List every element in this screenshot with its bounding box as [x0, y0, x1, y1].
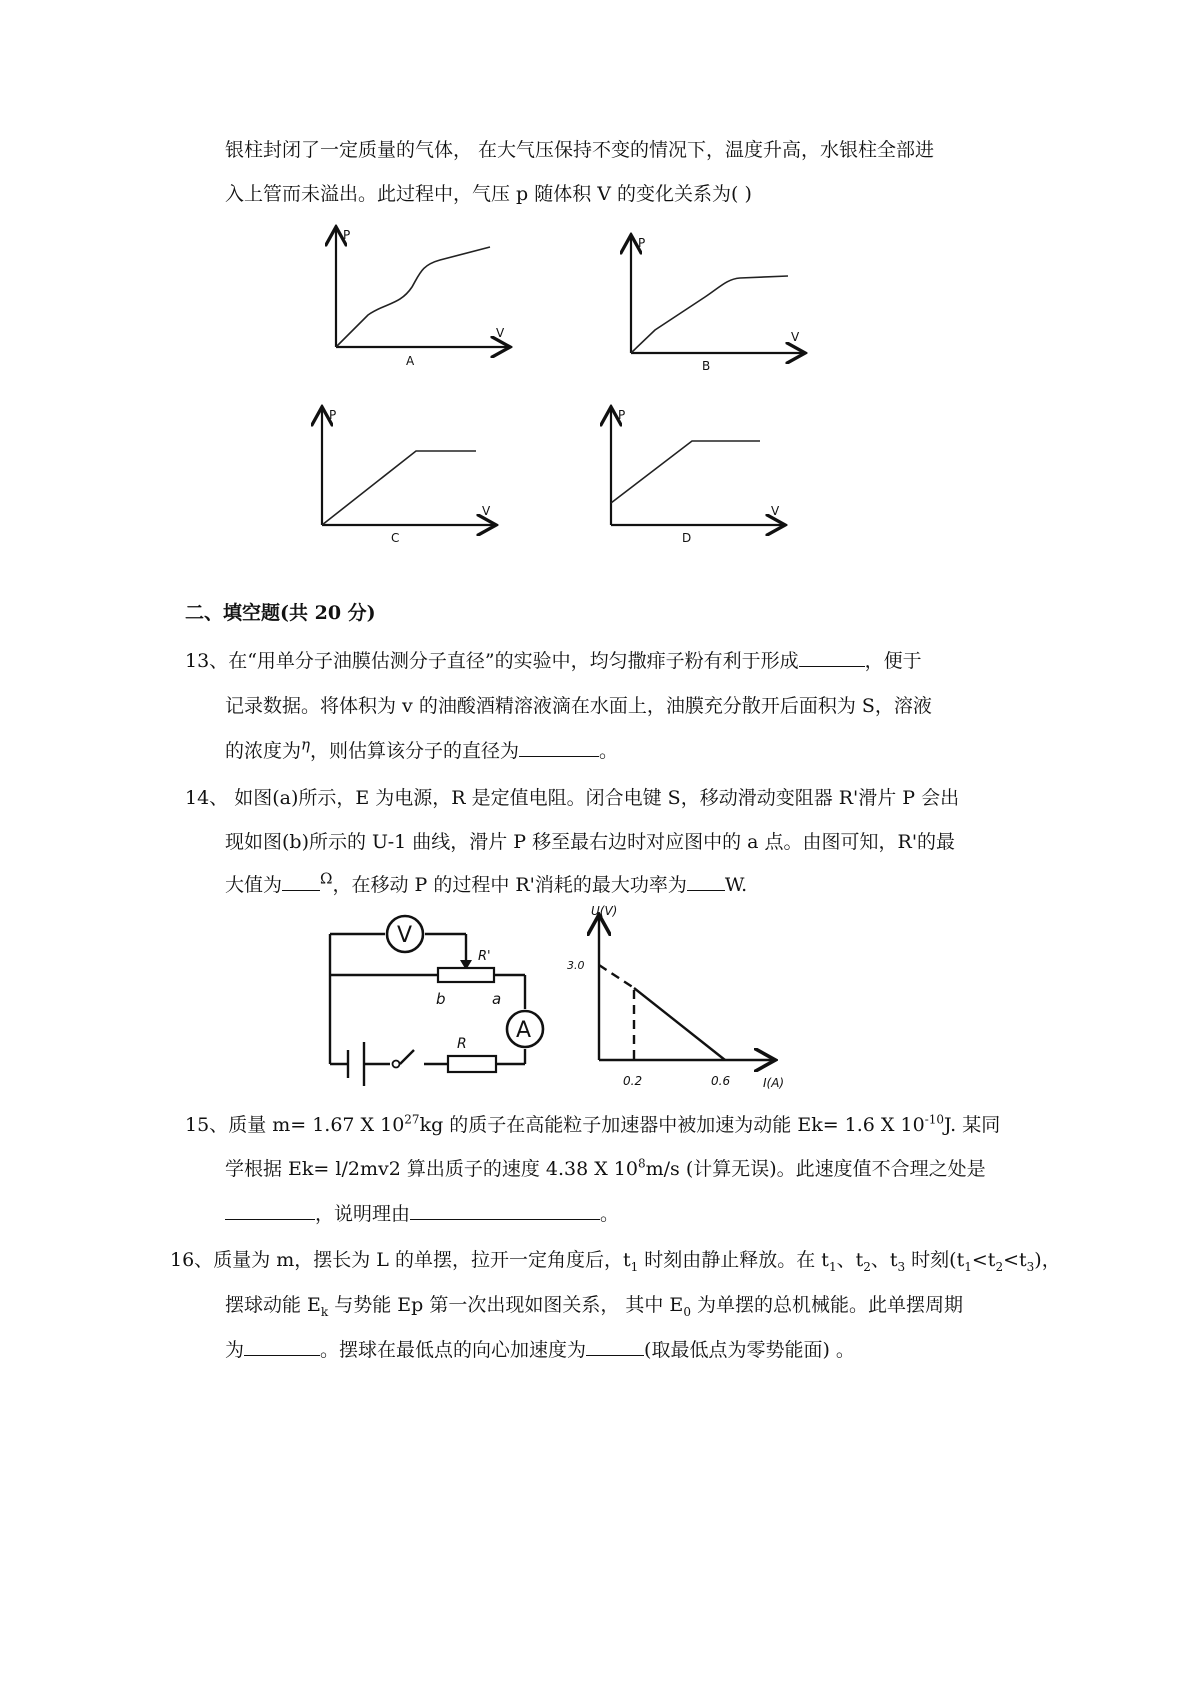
q16-sub-2a: 2 [863, 1259, 871, 1274]
rheostat-icon [438, 968, 494, 982]
q16-t2b: 与势能 Ep 第一次出现如图关系， 其中 E [328, 1294, 684, 1316]
graph-c-x-label: V [482, 504, 491, 518]
graph-d-caption: D [682, 531, 692, 545]
q15-exp-1: 27 [404, 1112, 420, 1127]
q14-number: 14、 [185, 787, 229, 809]
q14-line1 [185, 785, 959, 811]
graph-b-x-label: V [791, 330, 800, 344]
resistor-label: R [457, 1036, 467, 1052]
q16-t1e: 时刻(t [905, 1249, 965, 1271]
circuit-diagram [320, 912, 560, 1092]
q16-t3c: (取最低点为零势能面) 。 [644, 1339, 855, 1361]
graph-d-x-label: V [771, 504, 780, 518]
q16-sub-1c: 1 [964, 1259, 972, 1274]
q14-blank-2[interactable] [687, 872, 725, 891]
q14-text-3c: W. [724, 874, 748, 896]
ui-graph-y-label: U(V) [591, 904, 618, 918]
q16-sub-0: 0 [683, 1304, 691, 1319]
graph-c-y-label: P [329, 408, 337, 422]
ui-graph-y-tick: 3.0 [567, 959, 585, 972]
q16-t1c: 、t [836, 1249, 864, 1271]
q12-line2: 入上管而未溢出。此过程中，气压 p 随体积 V 的变化关系为( ) [225, 183, 752, 205]
q13-text-3c: 。 [599, 740, 619, 762]
q16-sub-3b: 3 [1026, 1259, 1035, 1274]
q15-text-2a: 学根据 Ek= l/2mv2 算出质子的速度 4.38 X 10 [225, 1158, 638, 1180]
q13-text-3a: 的浓度为 [225, 740, 302, 762]
q15-text-1a: 质量 m= 1.67 X 10 [228, 1114, 405, 1136]
section-title: 二、填空题(共 20 分) [185, 602, 376, 624]
q16-t1g: <t [1003, 1249, 1027, 1271]
graph-a-curve [336, 247, 490, 347]
q16-t3b: 。摆球在最低点的向心加速度为 [320, 1339, 587, 1361]
ui-graph-x-tick-1: 0.2 [623, 1074, 643, 1088]
eta-symbol: η [301, 735, 311, 754]
graph-b-curve [631, 276, 788, 353]
graph-b-y-label: P [638, 236, 646, 250]
q16-t2c: 为单摆的总机械能。此单摆周期 [690, 1294, 963, 1316]
ammeter-label: A [516, 1018, 532, 1043]
q16-sub-2b: 2 [995, 1259, 1004, 1274]
switch-icon [393, 1061, 400, 1068]
q13-line2: 记录数据。将体积为 v 的油酸酒精溶液滴在水面上，油膜充分散开后面积为 S，溶液 [225, 695, 932, 717]
q16-blank-2[interactable] [586, 1337, 644, 1356]
q16-sub-1b: 1 [828, 1259, 837, 1274]
q15-line3 [225, 1201, 619, 1227]
q13-line3 [225, 735, 619, 764]
q15-text-1b: kg 的质子在高能粒子加速器中被加速为动能 Ek= 1.6 X 10 [419, 1114, 925, 1136]
q13-number: 13、 [185, 650, 229, 672]
graph-d-y-label: P [618, 408, 626, 422]
end-a-label: a [492, 990, 502, 1008]
q16-t3a: 为 [225, 1339, 245, 1361]
graph-c-curve [322, 451, 476, 525]
q16-t1b: 时刻由静止释放。在 t [638, 1249, 829, 1271]
omega-symbol: Ω [320, 869, 333, 888]
q16-sub-1a: 1 [630, 1259, 639, 1274]
q16-t1a: 质量为 m，摆长为 L 的单摆，拉开一定角度后，t [213, 1249, 631, 1271]
q14-line2: 现如图(b)所示的 U-1 曲线，滑片 P 移至最右边时对应图中的 a 点。由图可知，R'的最 [225, 831, 956, 853]
graph-b-caption: B [702, 359, 711, 373]
q16-line1 [170, 1247, 1061, 1273]
q16-t1d: 、t [870, 1249, 898, 1271]
q15-blank-2[interactable] [410, 1201, 600, 1220]
graph-a [320, 225, 520, 370]
ui-graph-x-tick-2: 0.6 [711, 1074, 731, 1088]
q13-text-1a: 在“用单分子油膜估测分子直径”的实验中，均匀撒痱子粉有利于形成 [228, 650, 799, 672]
graph-d-curve [611, 441, 760, 503]
graph-d [595, 405, 795, 550]
q16-blank-1[interactable] [244, 1337, 320, 1356]
voltmeter-label: V [397, 923, 413, 948]
q12-line1: 银柱封闭了一定质量的气体， 在大气压保持不变的情况下，温度升高，水银柱全部进 [225, 139, 935, 161]
q15-text-1c: J. 某同 [944, 1114, 1001, 1136]
q16-line3 [225, 1337, 855, 1363]
q15-line2 [225, 1156, 986, 1182]
q15-exp-3: 8 [637, 1156, 646, 1171]
resistor-icon [448, 1056, 496, 1072]
q14-text-1: 如图(a)所示，E 为电源，R 是定值电阻。闭合电键 S，移动滑动变阻器 R'滑片 P 会出 [228, 787, 960, 809]
graph-a-x-label: V [496, 326, 505, 340]
graph-a-y-label: P [343, 228, 351, 242]
q16-sub-3a: 3 [897, 1259, 906, 1274]
q15-text-2b: m/s (计算无误)。此速度值不合理之处是 [645, 1158, 986, 1180]
q15-blank-1[interactable] [225, 1201, 315, 1220]
q14-blank-1[interactable] [282, 872, 320, 891]
ui-graph-x-label: I(A) [763, 1076, 785, 1090]
q15-line1 [185, 1112, 1000, 1138]
q13-text-3b: ，则估算该分子的直径为 [310, 740, 520, 762]
q16-t1f: <t [971, 1249, 996, 1271]
ui-graph [565, 905, 795, 1095]
end-b-label: b [436, 990, 446, 1008]
ui-graph-dashed-segment [599, 965, 634, 988]
q15-text-3a: ，说明理由 [315, 1203, 411, 1225]
rheostat-label: R' [478, 949, 491, 964]
q14-text-3b: ，在移动 P 的过程中 R'消耗的最大功率为 [332, 874, 687, 896]
q13-line1 [185, 648, 922, 674]
q16-t1h: )， [1034, 1249, 1061, 1271]
q16-line2 [225, 1292, 963, 1318]
q16-number: 16、 [170, 1249, 214, 1271]
graph-b [615, 235, 815, 380]
q15-exp-2: -10 [924, 1112, 945, 1127]
q16-sub-k: k [320, 1304, 329, 1319]
q13-text-1b: ，便于 [864, 650, 922, 672]
ui-graph-solid-segment [634, 988, 725, 1060]
q14-text-3a: 大值为 [225, 874, 283, 896]
graph-c-caption: C [391, 531, 400, 545]
graph-a-caption: A [406, 354, 415, 368]
q15-number: 15、 [185, 1114, 229, 1136]
q13-blank-2[interactable] [519, 738, 599, 757]
graph-c [306, 405, 506, 550]
q14-line3 [225, 869, 748, 898]
q13-blank-1[interactable] [799, 648, 865, 667]
q16-t2a: 摆球动能 E [225, 1294, 321, 1316]
q15-text-3b: 。 [600, 1203, 620, 1225]
